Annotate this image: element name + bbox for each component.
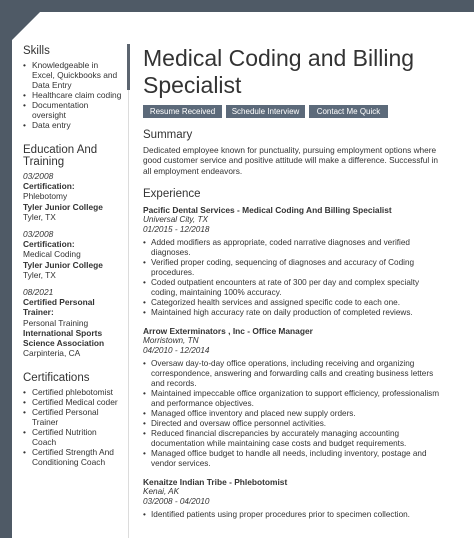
- skill-item: • Knowledgeable in Excel, Quickbooks and Data Entry: [23, 60, 123, 90]
- education-location: Tyler, TX: [23, 269, 56, 280]
- job-location: Universal City, TX: [143, 214, 208, 224]
- duty-item: • Added modifiers as appropriate, coded narrative diagnoses and verified diagnoses.: [143, 238, 443, 258]
- summary-text: Dedicated employee known for punctuality, pursuing employment options where good customer service and positive attitude will make a difference. Successful in all employment endeavors.: [143, 145, 438, 176]
- job-duties: [143, 359, 443, 469]
- education-location: Carpinteria, CA: [23, 348, 81, 359]
- skills-heading: Skills: [23, 45, 50, 57]
- skill-item: • Healthcare claim coding: [23, 90, 123, 100]
- resume-received-button[interactable]: Resume Received: [143, 105, 222, 118]
- schedule-interview-button[interactable]: Schedule Interview: [226, 105, 305, 118]
- main-content: [143, 45, 443, 520]
- education-label: Certified Personal Trainer: [23, 297, 95, 318]
- education-item: 03/2008 Certification: Phlebotomy Tyler Junior College Tyler, TX: [23, 171, 123, 222]
- education-label: Certification: [23, 181, 72, 192]
- sidebar: [23, 45, 123, 467]
- duty-item: • Categorized health services and assigned specific code to each one.: [143, 298, 443, 308]
- summary-heading: Summary: [143, 129, 193, 141]
- duty-item: • Directed and oversaw office personnel activities.: [143, 419, 443, 429]
- education-heading: Education And Training: [23, 144, 98, 168]
- job-dates: 03/2008 - 04/2010: [143, 496, 210, 506]
- certification-item: • Certified Medical coder: [23, 397, 123, 407]
- page-fold-shadow: [12, 12, 40, 40]
- skills-list: [23, 60, 123, 130]
- education-field: Phlebotomy: [23, 191, 68, 202]
- duty-item: • Coded outpatient encounters at rate of 300 per day and complex specialty coding, maintaining 100% accuracy.: [143, 278, 443, 298]
- education-item: 08/2021 Certified Personal Trainer: Personal Training International Sports Science Association Carpinteria, CA: [23, 287, 123, 358]
- duty-item: • Reduced financial discrepancies by accurately managing accounting documentation while maintaining case costs and budget requirements.: [143, 429, 443, 449]
- certification-item: • Certified Strength And Conditioning Coach: [23, 447, 123, 467]
- action-buttons: [143, 105, 443, 118]
- education-location: Tyler, TX: [23, 211, 56, 222]
- certifications-list: [23, 387, 123, 467]
- header-accent-bar: [127, 44, 130, 90]
- job-entry: [143, 205, 443, 318]
- education-item: 03/2008 Certification: Medical Coding Tyler Junior College Tyler, TX: [23, 229, 123, 280]
- education-field: Personal Training: [23, 317, 89, 328]
- certifications-heading: Certifications: [23, 372, 90, 385]
- education-date: 08/2021: [23, 287, 54, 298]
- contact-me-quick-button[interactable]: Contact Me Quick: [309, 105, 388, 118]
- education-school: Tyler Junior College: [23, 201, 103, 212]
- skill-item: • Documentation oversight: [23, 100, 123, 120]
- resume-title: Medical Coding and Billing Specialist: [143, 45, 415, 98]
- certification-item: • Certified Personal Trainer: [23, 407, 123, 427]
- job-duties: [143, 238, 443, 318]
- column-divider: [128, 44, 129, 538]
- job-duties: [143, 510, 443, 520]
- education-school: International Sports Science Association: [23, 327, 105, 349]
- job-location: Morristown, TN: [143, 335, 199, 345]
- duty-item: • Managed office inventory and placed new supply orders.: [143, 409, 443, 419]
- education-field: Medical Coding: [23, 249, 81, 260]
- job-dates: 01/2015 - 12/2018: [143, 224, 210, 234]
- duty-item: • Maintained high accuracy rate on daily production of completed reviews.: [143, 308, 443, 318]
- education-school: Tyler Junior College: [23, 259, 103, 270]
- duty-item: • Maintained impeccable office organization to support efficiency, professionalism and performance objectives.: [143, 389, 443, 409]
- skill-item: • Data entry: [23, 120, 123, 130]
- certification-item: • Certified phlebotomist: [23, 387, 123, 397]
- education-date: 03/2008: [23, 171, 54, 181]
- job-title: Pacific Dental Services - Medical Coding And Billing Specialist: [143, 204, 392, 215]
- job-dates: 04/2010 - 12/2014: [143, 345, 210, 355]
- duty-item: • Verified proper coding, sequencing of diagnoses and accuracy of Coding procedures.: [143, 258, 443, 278]
- job-location: Kenai, AK: [143, 486, 180, 496]
- job-entry: [143, 326, 443, 469]
- education-date: 03/2008: [23, 229, 54, 240]
- duty-item: • Identified patients using proper procedures prior to specimen collection.: [143, 510, 443, 520]
- duty-item: • Oversaw day-to-day office operations, including receiving and organizing correspondence, answering and forwarding calls and creating business letters and records.: [143, 359, 443, 389]
- job-title: Arrow Exterminators , Inc - Office Manager: [143, 325, 313, 336]
- education-label: Certification: [23, 239, 72, 250]
- job-entry: [143, 477, 443, 520]
- duty-item: • Managed office budget to handle all needs, including inventory, postage and vendor services.: [143, 449, 443, 469]
- experience-heading: Experience: [143, 187, 201, 200]
- job-title: Kenaitze Indian Tribe - Phlebotomist: [143, 476, 288, 487]
- certification-item: • Certified Nutrition Coach: [23, 427, 123, 447]
